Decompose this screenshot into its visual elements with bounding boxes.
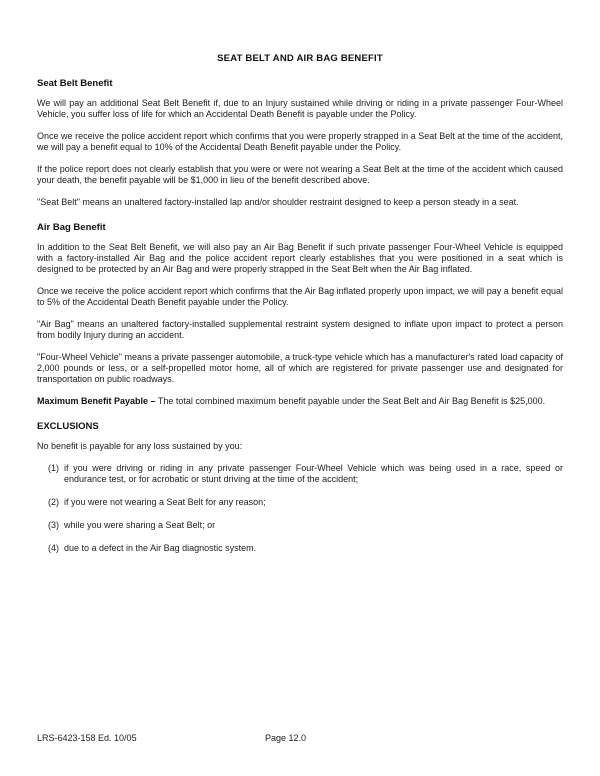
exclusion-item-1-number: (1) bbox=[48, 463, 59, 473]
exclusion-item-2 bbox=[48, 497, 563, 508]
exclusion-item-2-number: (2) bbox=[48, 497, 59, 507]
paragraph-four-wheel-vehicle-definition: "Four-Wheel Vehicle" means a private passenger automobile, a truck-type vehicle which has a manufacturer's rated load capacity of 2,000 pounds or less, or a self-propelled motor home, all of which are registered for private passenger use and designated for transportation on public roadways. bbox=[37, 352, 563, 384]
paragraph-air-bag-intro: In addition to the Seat Belt Benefit, we will also pay an Air Bag Benefit if such private passenger Four-Wheel Vehicle is equipped with a factory-installed Air Bag and the police accident report clearly establishes that you were positioned in a seat which is designed to be protected by an Air Bag and were properly strapped in the Seat Belt when the Air Bag inflated. bbox=[37, 242, 563, 274]
exclusion-item-3-number: (3) bbox=[48, 520, 59, 530]
exclusion-item-1-text: if you were driving or riding in any private passenger Four-Wheel Vehicle which was being used in a race, speed or endurance test, or for acrobatic or stunt driving at the time of the accident; bbox=[64, 463, 563, 484]
exclusion-item-3-text: while you were sharing a Seat Belt; or bbox=[64, 520, 216, 530]
exclusion-item-3 bbox=[48, 520, 563, 531]
paragraph-air-bag-definition: "Air Bag" means an unaltered factory-installed supplemental restraint system designed to inflate upon impact to protect a person from bodily Injury during an accident. bbox=[37, 319, 563, 340]
document-title: SEAT BELT AND AIR BAG BENEFIT bbox=[217, 53, 383, 64]
section-heading-exclusions: EXCLUSIONS bbox=[37, 421, 99, 432]
paragraph-air-bag-police-report: Once we receive the police accident report which confirms that the Air Bag inflated properly upon impact, we will pay a benefit equal to 5% of the Accidental Death Benefit payable under the Policy. bbox=[37, 286, 563, 307]
paragraph-seat-belt-unclear-report: If the police report does not clearly establish that you were or were not wearing a Seat Belt at the time of the accident which caused your death, the benefit payable will be $1,000 in lieu of the benefit described above. bbox=[37, 164, 563, 185]
footer-page-number: Page 12.0 bbox=[265, 733, 307, 743]
section-heading-seat-belt-benefit: Seat Belt Benefit bbox=[37, 78, 113, 89]
paragraph-exclusions-intro: No benefit is payable for any loss sustained by you: bbox=[37, 441, 243, 451]
maximum-benefit-text: The total combined maximum benefit payable under the Seat Belt and Air Bag Benefit is $25,000. bbox=[155, 396, 546, 406]
page-footer bbox=[0, 733, 600, 745]
exclusions-list bbox=[48, 463, 563, 554]
section-heading-air-bag-benefit: Air Bag Benefit bbox=[37, 222, 106, 233]
maximum-benefit-lead: Maximum Benefit Payable – bbox=[37, 396, 156, 406]
footer-form-number: LRS-6423-158 Ed. 10/05 bbox=[37, 733, 137, 743]
exclusion-item-4-text: due to a defect in the Air Bag diagnostic system. bbox=[64, 543, 257, 553]
paragraph-seat-belt-police-report: Once we receive the police accident report which confirms that you were properly strapped in a Seat Belt at the time of the accident, we will pay a benefit equal to 10% of the Accidental Death Benefit payable under the Policy. bbox=[37, 131, 563, 152]
paragraph-seat-belt-intro: We will pay an additional Seat Belt Benefit if, due to an Injury sustained while driving or riding in a private passenger Four-Wheel Vehicle, you suffer loss of life for which an Accidental Death Benefit is payable under the Policy. bbox=[37, 98, 563, 119]
paragraph-seat-belt-definition: "Seat Belt" means an unaltered factory-installed lap and/or shoulder restraint designed to keep a person steady in a seat. bbox=[37, 197, 519, 207]
exclusion-item-1 bbox=[48, 463, 563, 485]
paragraph-maximum-benefit bbox=[37, 396, 563, 407]
exclusion-item-2-text: if you were not wearing a Seat Belt for any reason; bbox=[64, 497, 266, 507]
document-content bbox=[37, 0, 563, 566]
exclusion-item-4-number: (4) bbox=[48, 543, 59, 553]
exclusion-item-4 bbox=[48, 543, 563, 554]
